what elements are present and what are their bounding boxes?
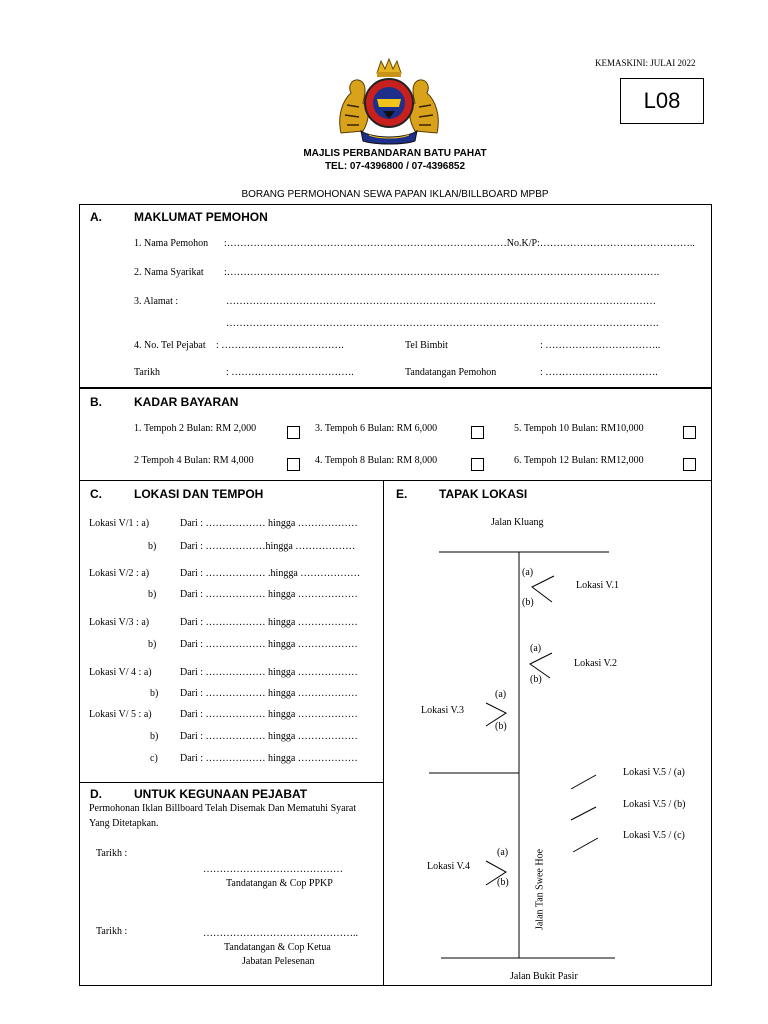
- billboard-v1-icon: [532, 576, 554, 602]
- location-row-label: c): [150, 753, 158, 764]
- section-a-title: MAKLUMAT PEMOHON: [134, 210, 268, 224]
- v2-a-label: (a): [530, 643, 542, 654]
- location-row-field[interactable]: Dari : ……………… hingga ………………: [180, 589, 358, 600]
- road-tan-swee-hoe-label: Jalan Tan Swee Hoe: [534, 848, 546, 931]
- org-tel: TEL: 07-4396800 / 07-4396852: [324, 161, 466, 172]
- section-e-letter: E.: [396, 487, 408, 501]
- location-v5a-label: Lokasi V.5 / (a): [623, 767, 685, 778]
- location-row-label: b): [150, 688, 159, 699]
- road-bukit-pasir-label: Jalan Bukit Pasir: [510, 971, 578, 982]
- address-label: 3. Alamat :: [134, 296, 179, 307]
- location-v4-label: Lokasi V.4: [427, 861, 470, 872]
- v4-b-label: (b): [497, 877, 509, 888]
- office-signature-2-label: Tandatangan & Cop Ketua: [224, 942, 331, 953]
- date-field[interactable]: : ……………………………….: [226, 367, 354, 378]
- location-v5c-label: Lokasi V.5 / (c): [623, 830, 685, 841]
- v1-b-label: (b): [522, 597, 534, 608]
- location-row-label: b): [148, 589, 157, 600]
- company-label: 2. Nama Syarikat: [134, 267, 204, 278]
- rate-checkbox-4-months[interactable]: [287, 458, 300, 471]
- location-row-field[interactable]: Dari : ………………hingga ………………: [180, 541, 356, 552]
- office-note-line-2: Yang Ditetapkan.: [89, 818, 159, 829]
- location-row-field[interactable]: Dari : ……………… hingga ………………: [180, 518, 358, 529]
- location-row-label: b): [148, 541, 157, 552]
- location-row-label: Lokasi V/ 5 : a): [89, 709, 152, 720]
- rate-checkbox-2-months[interactable]: [287, 426, 300, 439]
- rate-option-4-months: 2 Tempoh 4 Bulan: RM 4,000: [134, 455, 254, 466]
- location-row-label: b): [150, 731, 159, 742]
- section-b-title: KADAR BAYARAN: [134, 395, 239, 409]
- applicant-name-field[interactable]: :…………………………………………………………………………No.K/P:………………………………………..: [224, 238, 695, 249]
- location-v3-label: Lokasi V.3: [421, 705, 464, 716]
- rate-option-10-months: 5. Tempoh 10 Bulan: RM10,000: [514, 423, 644, 434]
- address-field-2[interactable]: ………………………………………………………………………………………………………………….: [226, 318, 659, 329]
- location-v1-label: Lokasi V.1: [576, 580, 619, 591]
- section-b-letter: B.: [90, 395, 102, 409]
- section-c-letter: C.: [90, 487, 102, 501]
- updated-date: KEMASKINI: JULAI 2022: [595, 58, 696, 68]
- divider-a-b: [79, 387, 712, 389]
- office-tel-field[interactable]: : ……………………………….: [216, 340, 344, 351]
- location-row-label: Lokasi V/ 4 : a): [89, 667, 152, 678]
- company-field[interactable]: :………………………………………………………………………………………………………………….: [224, 267, 660, 278]
- office-tel-label: 4. No. Tel Pejabat: [134, 340, 206, 351]
- office-signature-2-dept: Jabatan Pelesenan: [242, 956, 315, 967]
- location-row-label: Lokasi V/2 : a): [89, 568, 150, 579]
- location-row-field[interactable]: Dari : ……………… hingga ………………: [180, 667, 358, 678]
- rate-checkbox-12-months[interactable]: [683, 458, 696, 471]
- billboard-v5b-icon: [571, 807, 596, 820]
- location-row-field[interactable]: Dari : ……………… hingga ………………: [180, 709, 358, 720]
- signature-field[interactable]: : …………………………….: [540, 367, 658, 378]
- rate-checkbox-10-months[interactable]: [683, 426, 696, 439]
- mobile-field[interactable]: : ……………………………..: [540, 340, 661, 351]
- form-code: L08: [643, 88, 681, 113]
- billboard-v5a-icon: [571, 775, 596, 789]
- rate-option-12-months: 6. Tempoh 12 Bulan: RM12,000: [514, 455, 644, 466]
- rate-option-8-months: 4. Tempoh 8 Bulan: RM 8,000: [315, 455, 438, 466]
- location-row-field[interactable]: Dari : ……………… hingga ………………: [180, 639, 358, 650]
- rate-option-2-months: 1. Tempoh 2 Bulan: RM 2,000: [134, 423, 257, 434]
- location-v2-label: Lokasi V.2: [574, 658, 617, 669]
- v2-b-label: (b): [530, 674, 542, 685]
- office-note-line-1: Permohonan Iklan Billboard Telah Disemak Dan Mematuhi Syarat: [89, 803, 357, 814]
- location-v5b-label: Lokasi V.5 / (b): [623, 799, 686, 810]
- v3-a-label: (a): [495, 689, 507, 700]
- office-signature-2-field[interactable]: ………………………………………..: [203, 928, 358, 939]
- office-date-2-label: Tarikh :: [96, 926, 128, 937]
- v1-a-label: (a): [522, 567, 534, 578]
- office-signature-1-label: Tandatangan & Cop PPKP: [226, 878, 333, 889]
- office-signature-1-field[interactable]: ……………………………………: [203, 864, 343, 875]
- section-d-title: UNTUK KEGUNAAN PEJABAT: [134, 787, 308, 801]
- date-label: Tarikh: [134, 367, 160, 378]
- location-row-label: Lokasi V/3 : a): [89, 617, 150, 628]
- location-row-label: b): [148, 639, 157, 650]
- rate-option-6-months: 3. Tempoh 6 Bulan: RM 6,000: [315, 423, 438, 434]
- location-row-field[interactable]: Dari : ……………… hingga ………………: [180, 753, 358, 764]
- location-row-field[interactable]: Dari : ……………… hingga ………………: [180, 688, 358, 699]
- location-row-field[interactable]: Dari : ……………… hingga ………………: [180, 731, 358, 742]
- divider-c-d: [79, 782, 384, 783]
- billboard-v5c-icon: [573, 838, 598, 852]
- address-field-1[interactable]: …………………………………………………………………………………………………………………: [226, 296, 656, 307]
- section-a-letter: A.: [90, 210, 102, 224]
- org-name: MAJLIS PERBANDARAN BATU PAHAT: [303, 148, 487, 159]
- rate-checkbox-8-months[interactable]: [471, 458, 484, 471]
- rate-checkbox-6-months[interactable]: [471, 426, 484, 439]
- v4-a-label: (a): [497, 847, 509, 858]
- road-kluang-label: Jalan Kluang: [491, 517, 544, 528]
- section-e-title: TAPAK LOKASI: [439, 487, 528, 501]
- v3-b-label: (b): [495, 721, 507, 732]
- section-c-title: LOKASI DAN TEMPOH: [134, 487, 264, 501]
- office-date-1-label: Tarikh :: [96, 848, 128, 859]
- form-title: BORANG PERMOHONAN SEWA PAPAN IKLAN/BILLBOARD MPBP: [241, 189, 549, 200]
- mobile-label: Tel Bimbit: [405, 340, 448, 351]
- form-code-box: [620, 78, 704, 124]
- location-row-field[interactable]: Dari : ……………… hingga ………………: [180, 617, 358, 628]
- crest-logo: [333, 55, 445, 145]
- location-row-field[interactable]: Dari : ……………… .hingga ………………: [180, 568, 361, 579]
- applicant-name-label: 1. Nama Pemohon: [134, 238, 209, 249]
- section-d-letter: D.: [90, 787, 102, 801]
- location-row-label: Lokasi V/1 : a): [89, 518, 150, 529]
- site-map: [384, 481, 711, 984]
- signature-label: Tandatangan Pemohon: [405, 367, 497, 378]
